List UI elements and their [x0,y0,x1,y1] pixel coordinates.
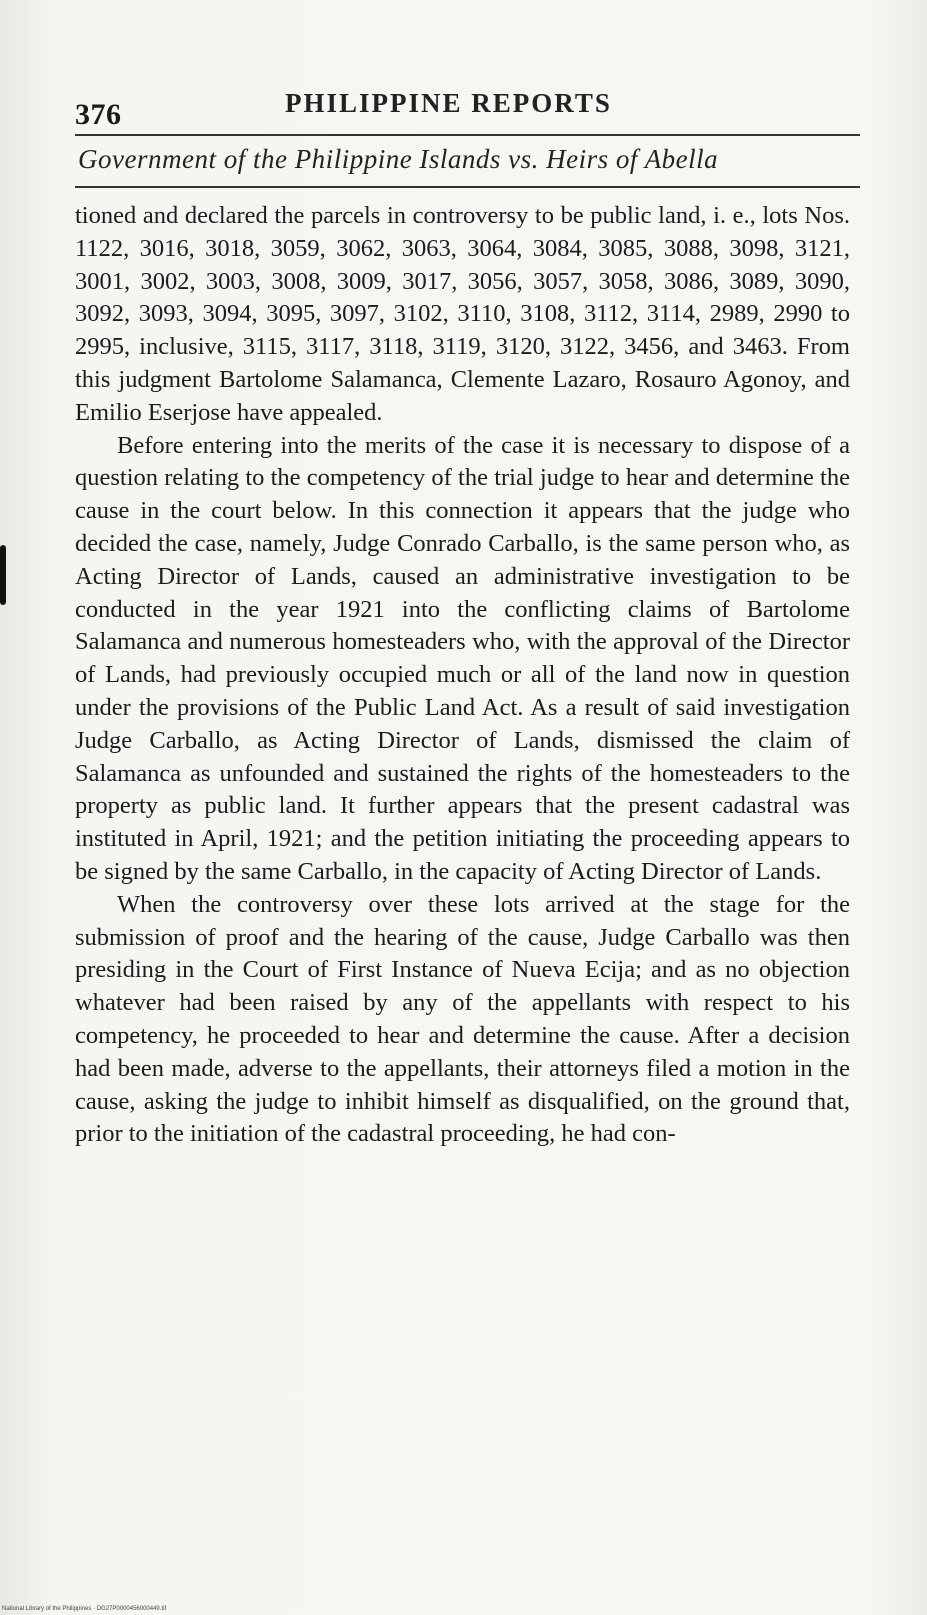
page-header [75,88,855,138]
header-rule [75,134,860,136]
scan-footer: National Library of the Philippines · DG27P0000456000449.tif [2,1606,167,1612]
paragraph: Before entering into the merits of the case it is necessary to dispose of a question relating to the competency of the trial judge to hear and determine the cause in the court below. In this connection it appears that the judge who decided the case, namely, Judge Conrado Carballo, is the same person who, as Acting Director of Lands, caused an administrative investigation to be conducted in the year 1921 into the conflicting claims of Bartolome Salamanca and numerous homesteaders who, with the approval of the Director of Lands, had previously occupied much or all of the land now in question under the provisions of the Public Land Act. As a result of said investigation Judge Carballo, as Acting Director of Lands, dismissed the claim of Salamanca as unfounded and sustained the rights of the homesteaders to the property as public land. It further appears that the present cadastral was instituted in April, 1921; and the petition initiating the proceeding appears to be signed by the same Carballo, in the capacity of Acting Director of Lands. [75,431,850,885]
running-title: PHILIPPINE REPORTS [285,88,612,118]
paragraph: tioned and declared the parcels in controversy to be public land, i. e., lots Nos. 1122, 3016, 3018, 3059, 3062, 3063, 3064, 3084, 3085, 3088, 3098, 3121, 3001, 3002, 3003, 3008, 3009, 3017, 3056, 3057, 3058, 3086, 3089, 3090, 3092, 3093, 3094, 3095, 3097, 3102, 3110, 3108, 3112, 3114, 2989, 2990 to 2995, inclusive, 3115, 3117, 3118, 3119, 3120, 3122, 3456, and 3463. From this judgment Bartolome Salamanca, Clemente Lazaro, Rosauro Agonoy, and Emilio Eserjose have appealed. [75,202,850,426]
case-title: Government of the Philippine Islands vs. Heirs of Abella [78,144,719,174]
case-title-rule [75,186,860,188]
page-number: 376 [75,98,122,131]
binding-mark [0,545,6,605]
paragraph: When the controversy over these lots arrived at the stage for the submission of proof and the hearing of the cause, Judge Carballo was then presiding in the Court of First Instance of Nueva Ecija; and as no objection whatever had been raised by any of the appellants with respect to his competency, he proceeded to hear and determine the cause. After a decision had been made, adverse to the appellants, their attorneys filed a motion in the cause, asking the judge to inhibit himself as disqualified, on the ground that, prior to the initiation of the cadastral proceeding, he had con- [75,890,850,1148]
body-text [75,200,850,1151]
